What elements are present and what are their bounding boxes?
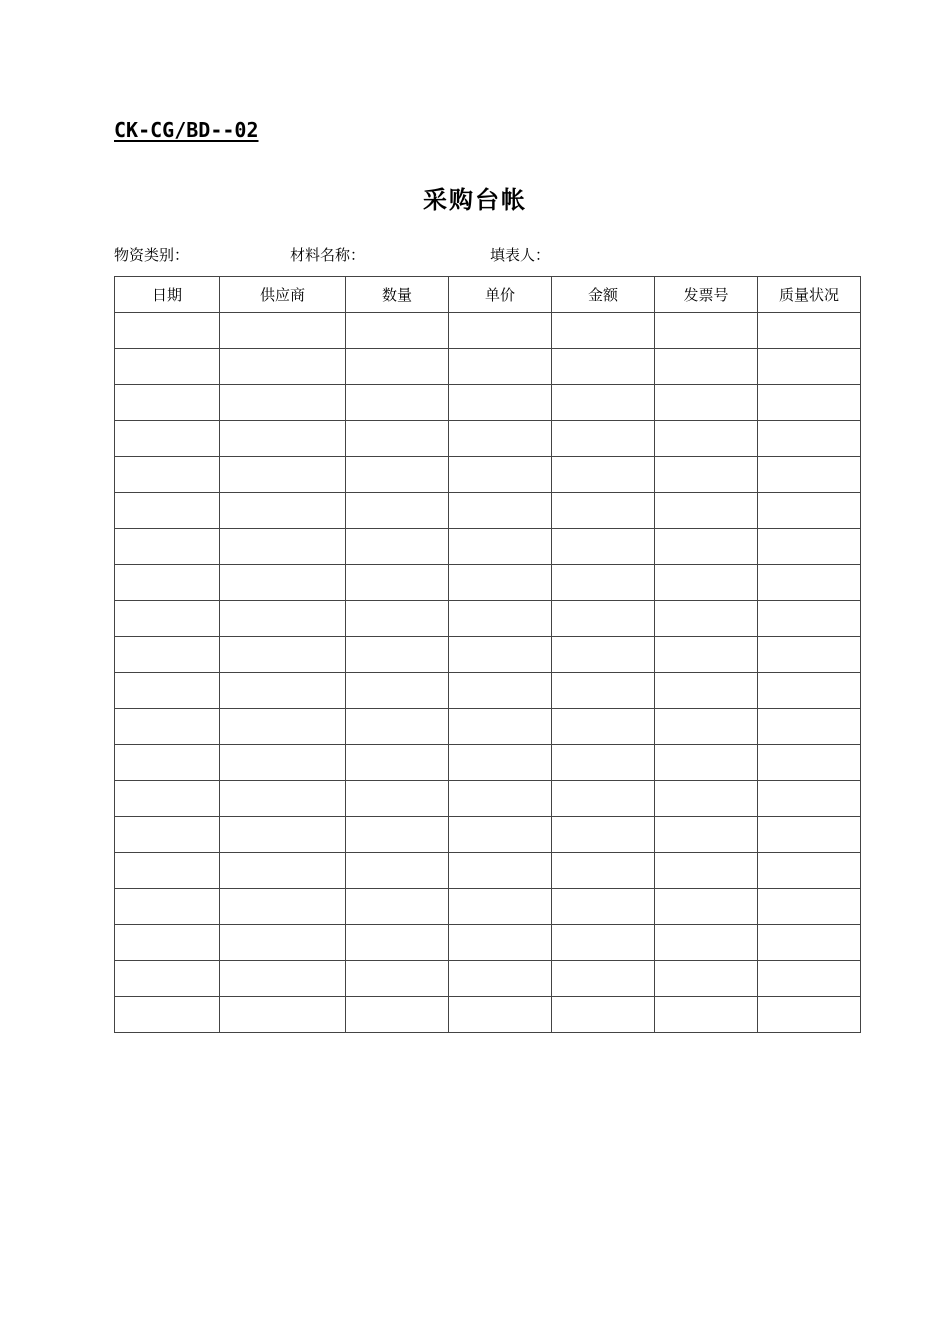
table-cell[interactable] [220,601,346,637]
column-header-amount: 金额 [552,277,655,313]
table-cell[interactable] [758,925,861,961]
table-cell[interactable] [552,745,655,781]
table-cell[interactable] [552,349,655,385]
purchase-ledger-table [114,276,861,1033]
table-row [115,313,861,349]
table-cell[interactable] [346,673,449,709]
table-row [115,637,861,673]
table-cell[interactable] [552,961,655,997]
table-cell[interactable] [552,601,655,637]
table-cell[interactable] [655,349,758,385]
table-cell[interactable] [655,853,758,889]
table-cell[interactable] [758,457,861,493]
table-row [115,601,861,637]
table-cell[interactable] [220,961,346,997]
table-cell[interactable] [552,385,655,421]
table-cell[interactable] [220,313,346,349]
table-cell[interactable] [758,961,861,997]
table-cell[interactable] [449,853,552,889]
table-cell[interactable] [552,817,655,853]
table-row [115,997,861,1033]
table-cell[interactable] [449,961,552,997]
table-cell[interactable] [115,961,220,997]
table-row [115,709,861,745]
table-cell[interactable] [115,493,220,529]
table-cell[interactable] [449,421,552,457]
column-header-invoice-number: 发票号 [655,277,758,313]
table-cell[interactable] [346,385,449,421]
table-cell[interactable] [220,529,346,565]
table-cell[interactable] [220,637,346,673]
table-cell[interactable] [655,781,758,817]
table-cell[interactable] [758,421,861,457]
table-cell[interactable] [449,565,552,601]
table-cell[interactable] [552,997,655,1033]
table-cell[interactable] [346,421,449,457]
table-cell[interactable] [449,493,552,529]
table-row [115,817,861,853]
table-cell[interactable] [449,817,552,853]
table-cell[interactable] [552,313,655,349]
table-body [115,313,861,1033]
table-cell[interactable] [115,925,220,961]
table-cell[interactable] [115,637,220,673]
table-cell[interactable] [449,313,552,349]
table-cell[interactable] [220,997,346,1033]
table-cell[interactable] [346,565,449,601]
table-cell[interactable] [220,421,346,457]
table-cell[interactable] [115,997,220,1033]
table-cell[interactable] [758,565,861,601]
table-cell[interactable] [115,349,220,385]
table-cell[interactable] [758,889,861,925]
table-cell[interactable] [758,853,861,889]
table-cell[interactable] [115,421,220,457]
table-cell[interactable] [655,637,758,673]
table-cell[interactable] [449,385,552,421]
table-row [115,745,861,781]
table-cell[interactable] [655,961,758,997]
document-code: CK-CG/BD--02 [114,118,259,142]
table-cell[interactable] [552,709,655,745]
table-row [115,853,861,889]
table-cell[interactable] [655,673,758,709]
table-cell[interactable] [346,637,449,673]
table-cell[interactable] [449,745,552,781]
table-cell[interactable] [758,781,861,817]
table-cell[interactable] [115,457,220,493]
table-cell[interactable] [449,925,552,961]
table-cell[interactable] [346,997,449,1033]
table-row [115,925,861,961]
table-cell[interactable] [115,781,220,817]
table-cell[interactable] [655,997,758,1033]
filler-label: 填表人： [490,246,551,264]
table-cell[interactable] [449,709,552,745]
meta-row [114,244,860,266]
table-cell[interactable] [758,745,861,781]
table-cell[interactable] [220,817,346,853]
table-cell[interactable] [449,889,552,925]
table-row [115,889,861,925]
table-cell[interactable] [655,313,758,349]
table-cell[interactable] [220,565,346,601]
table-cell[interactable] [346,889,449,925]
column-header-date: 日期 [115,277,220,313]
table-cell[interactable] [758,349,861,385]
table-cell[interactable] [449,673,552,709]
table-cell[interactable] [346,313,449,349]
table-row [115,781,861,817]
table-row [115,421,861,457]
table-cell[interactable] [115,673,220,709]
table-cell[interactable] [220,385,346,421]
table-cell[interactable] [758,637,861,673]
table-cell[interactable] [346,745,449,781]
table-cell[interactable] [346,457,449,493]
table-cell[interactable] [655,601,758,637]
material-name-label: 材料名称： [290,246,366,264]
table-cell[interactable] [655,385,758,421]
table-cell[interactable] [655,817,758,853]
table-cell[interactable] [758,601,861,637]
table-cell[interactable] [346,925,449,961]
table-cell[interactable] [220,673,346,709]
table-cell[interactable] [655,745,758,781]
table-cell[interactable] [552,673,655,709]
table-row [115,529,861,565]
table-cell[interactable] [220,781,346,817]
table-cell[interactable] [346,709,449,745]
table-cell[interactable] [552,889,655,925]
table-cell[interactable] [346,529,449,565]
table-cell[interactable] [552,637,655,673]
table-cell[interactable] [552,565,655,601]
table-cell[interactable] [758,673,861,709]
table-cell[interactable] [552,781,655,817]
table-cell[interactable] [758,529,861,565]
table-cell[interactable] [655,565,758,601]
table-cell[interactable] [115,745,220,781]
table-row [115,349,861,385]
table-cell[interactable] [346,493,449,529]
table-cell[interactable] [449,349,552,385]
page-title: 采购台帐 [423,186,527,214]
table-cell[interactable] [655,457,758,493]
table-cell[interactable] [552,421,655,457]
table-cell[interactable] [220,889,346,925]
table-cell[interactable] [449,637,552,673]
table-cell[interactable] [552,853,655,889]
table-cell[interactable] [346,853,449,889]
table-cell[interactable] [346,817,449,853]
table-cell[interactable] [449,529,552,565]
table-cell[interactable] [115,817,220,853]
table-cell[interactable] [220,745,346,781]
table-row [115,493,861,529]
table-header-row [115,277,861,313]
table-cell[interactable] [115,313,220,349]
table-cell[interactable] [758,313,861,349]
table-cell[interactable] [346,961,449,997]
table-cell[interactable] [220,925,346,961]
table-cell[interactable] [115,709,220,745]
table-row [115,673,861,709]
column-header-quality-status: 质量状况 [758,277,861,313]
table-cell[interactable] [758,709,861,745]
column-header-quantity: 数量 [346,277,449,313]
table-cell[interactable] [220,457,346,493]
table-cell[interactable] [115,601,220,637]
table-cell[interactable] [552,925,655,961]
table-cell[interactable] [220,349,346,385]
table-cell[interactable] [449,457,552,493]
table-cell[interactable] [449,781,552,817]
table-cell[interactable] [220,493,346,529]
table-cell[interactable] [758,997,861,1033]
table-cell[interactable] [220,709,346,745]
table-cell[interactable] [655,889,758,925]
table-cell[interactable] [655,925,758,961]
table-cell[interactable] [552,529,655,565]
category-label: 物资类别： [114,246,190,264]
table-cell[interactable] [220,853,346,889]
table-cell[interactable] [758,385,861,421]
table-cell[interactable] [115,565,220,601]
table-cell[interactable] [758,817,861,853]
table-cell[interactable] [449,601,552,637]
table-row [115,565,861,601]
table-cell[interactable] [758,493,861,529]
table-cell[interactable] [655,421,758,457]
table-cell[interactable] [655,493,758,529]
table-cell[interactable] [346,781,449,817]
table-cell[interactable] [115,385,220,421]
table-cell[interactable] [655,529,758,565]
table-row [115,457,861,493]
column-header-supplier: 供应商 [220,277,346,313]
table-cell[interactable] [115,529,220,565]
table-row [115,385,861,421]
table-cell[interactable] [115,889,220,925]
table-cell[interactable] [552,493,655,529]
table-cell[interactable] [346,349,449,385]
table-cell[interactable] [655,709,758,745]
table-row [115,961,861,997]
table-cell[interactable] [552,457,655,493]
table-cell[interactable] [346,601,449,637]
table-cell[interactable] [449,997,552,1033]
column-header-unit-price: 单价 [449,277,552,313]
table-cell[interactable] [115,853,220,889]
